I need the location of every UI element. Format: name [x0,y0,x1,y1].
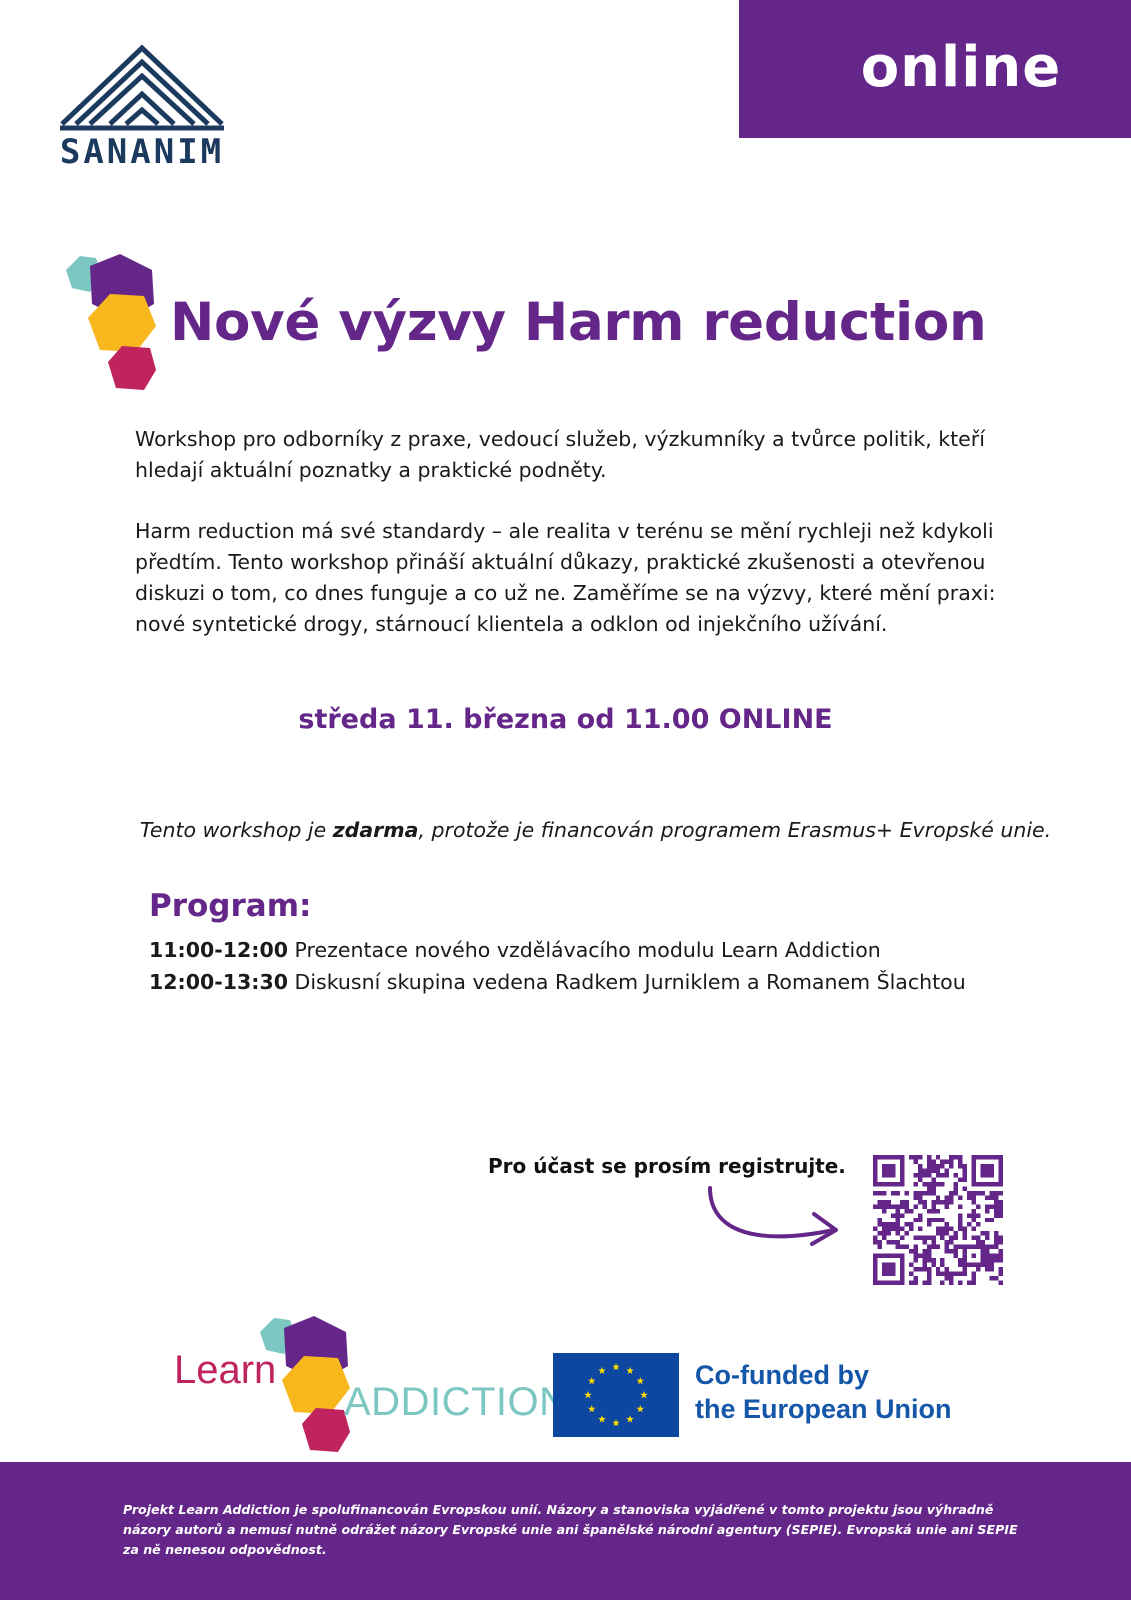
eu-star-icon [626,1367,634,1374]
eu-star-icon [588,1377,596,1384]
eu-cofunded-text [695,1358,952,1426]
eu-star-icon [612,1419,620,1426]
free-note-before: Tento workshop je [139,818,333,842]
learn-addiction-logo-learn: Learn [174,1348,277,1392]
event-date: středa 11. března od 11.00 ONLINE [298,704,833,735]
description-paragraph: Harm reduction má své standardy – ale realita v terénu se mění rychleji než kdykoli předtím. Tento workshop přináší aktuální důkazy, praktické zkušenosti a otevřenou diskuzi o tom, co dnes funguje a co už ne. Zaměříme se na výzvy, které mění praxi: nové syntetické drogy, stárnoucí klientela a odklon od injekčního užívání. [135,519,996,636]
program-list [149,934,966,998]
eu-line-1: Co-funded by [695,1360,869,1390]
curved-arrow-icon [706,1186,846,1266]
free-note-after: , protože je financován programem Erasmus+ Evropské unie. [418,818,1052,842]
eu-star-icon [626,1415,634,1422]
eu-line-2: the European Union [695,1394,952,1424]
eu-star-icon [636,1405,644,1412]
online-banner [739,0,1131,138]
sananim-logo-text: SANANIM [59,132,225,172]
eu-star-icon [612,1363,620,1370]
program-time: 12:00-13:30 [149,970,289,994]
eu-star-icon [640,1391,648,1398]
footer-disclaimer: Projekt Learn Addiction je spolufinancován Evropskou unií. Názory a stanoviska vyjádřené v tomto projektu jsou výhradně názory autorů a nemusí nutně odrážet názory Evropské unie ani španělské národní agentury (SEPIE). Evropská unie ani SEPIE za ně nenesou odpovědnost. [123,1502,1018,1557]
page-title: Nové výzvy Harm reduction [170,292,987,353]
registration-text: Pro účast se prosím registrujte. [488,1154,846,1178]
free-note-bold: zdarma [332,818,419,842]
footer [0,1462,1131,1600]
eu-star-icon [636,1377,644,1384]
intro-paragraph: Workshop pro odborníky z praxe, vedoucí služeb, výzkumníky a tvůrce politik, kteří hledají aktuální poznatky a praktické podněty. [135,427,985,482]
program-time: 11:00-12:00 [149,938,289,962]
program-text: Prezentace nového vzdělávacího modulu Learn Addiction [288,938,881,962]
eu-flag-icon [553,1353,679,1437]
program-heading: Program: [149,888,312,924]
eu-star-icon [598,1415,606,1422]
eu-star-icon [588,1405,596,1412]
online-label: online [860,34,1062,100]
free-note [0,818,1131,842]
program-item [149,934,966,966]
hexagon-cluster-icon [60,252,170,404]
learn-addiction-logo-addiction: ADDICTION [344,1380,569,1424]
program-item [149,966,966,998]
eu-star-icon [584,1391,592,1398]
qr-code[interactable] [873,1155,1003,1285]
program-text: Diskusní skupina vedena Radkem Jurniklem a Romanem Šlachtou [288,970,966,994]
eu-star-icon [598,1367,606,1374]
